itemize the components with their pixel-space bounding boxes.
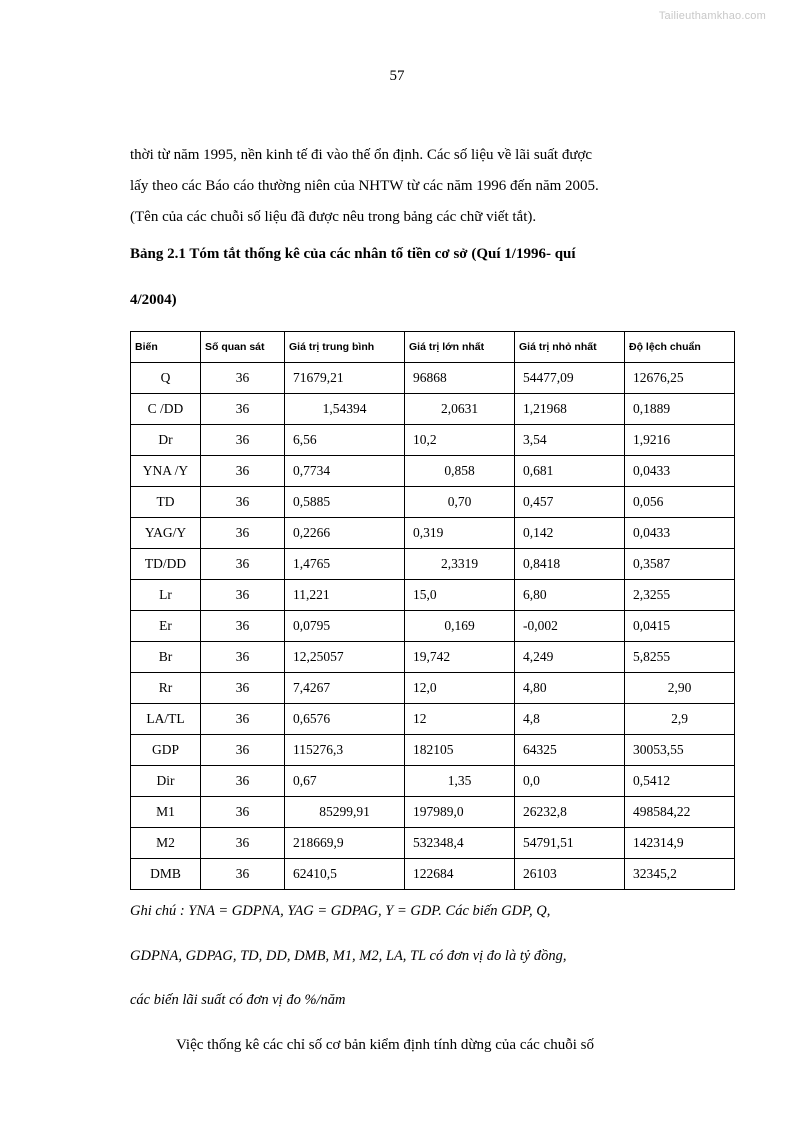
cell-stddev: 2,90 xyxy=(625,673,735,704)
cell-min: 0,681 xyxy=(515,456,625,487)
cell-stddev: 2,9 xyxy=(625,704,735,735)
cell-mean: 6,56 xyxy=(285,425,405,456)
cell-max: 0,169 xyxy=(405,611,515,642)
paragraph-line: lấy theo các Báo cáo thường niên của NHTW từ các năm 1996 đến năm 2005. xyxy=(130,178,599,194)
cell-max: 0,70 xyxy=(405,487,515,518)
paragraph-line: thời từ năm 1995, nền kinh tế đi vào thế ổn định. Các số liệu về lãi suất được xyxy=(130,147,593,163)
cell-mean: 85299,91 xyxy=(285,797,405,828)
table-header-row xyxy=(131,332,735,363)
cell-observations: 36 xyxy=(201,363,285,394)
cell-max: 15,0 xyxy=(405,580,515,611)
cell-min: 0,142 xyxy=(515,518,625,549)
cell-mean: 0,7734 xyxy=(285,456,405,487)
cell-observations: 36 xyxy=(201,580,285,611)
cell-variable: Br xyxy=(131,642,201,673)
cell-variable: M2 xyxy=(131,828,201,859)
table-caption-line: Bảng 2.1 Tóm tắt thống kê của các nhân tố tiền cơ sở (Quí 1/1996- quí xyxy=(130,246,576,262)
cell-mean: 0,5885 xyxy=(285,487,405,518)
cell-min: 54791,51 xyxy=(515,828,625,859)
cell-stddev: 2,3255 xyxy=(625,580,735,611)
table-row xyxy=(131,580,735,611)
cell-stddev: 498584,22 xyxy=(625,797,735,828)
cell-stddev: 30053,55 xyxy=(625,735,735,766)
cell-stddev: 142314,9 xyxy=(625,828,735,859)
table-note-line: GDPNA, GDPAG, TD, DD, DMB, M1, M2, LA, TL có đơn vị đo là tỷ đồng, xyxy=(130,947,567,964)
cell-stddev: 0,0433 xyxy=(625,518,735,549)
watermark-text: Tailieuthamkhao.com xyxy=(658,10,766,22)
cell-variable: C /DD xyxy=(131,394,201,425)
cell-variable: M1 xyxy=(131,797,201,828)
cell-observations: 36 xyxy=(201,797,285,828)
cell-mean: 1,4765 xyxy=(285,549,405,580)
cell-mean: 12,25057 xyxy=(285,642,405,673)
cell-variable: DMB xyxy=(131,859,201,890)
cell-stddev: 0,0433 xyxy=(625,456,735,487)
cell-variable: Q xyxy=(131,363,201,394)
cell-variable: YNA /Y xyxy=(131,456,201,487)
cell-min: 6,80 xyxy=(515,580,625,611)
cell-observations: 36 xyxy=(201,456,285,487)
cell-variable: LA/TL xyxy=(131,704,201,735)
cell-min: 4,80 xyxy=(515,673,625,704)
cell-mean: 0,67 xyxy=(285,766,405,797)
table-note-line: các biến lãi suất có đơn vị đo %/năm xyxy=(130,992,346,1008)
cell-min: 3,54 xyxy=(515,425,625,456)
cell-mean: 115276,3 xyxy=(285,735,405,766)
cell-max: 2,3319 xyxy=(405,549,515,580)
cell-max: 12,0 xyxy=(405,673,515,704)
cell-max: 96868 xyxy=(405,363,515,394)
table-header-cell: Giá trị lớn nhất xyxy=(405,332,515,363)
cell-stddev: 0,1889 xyxy=(625,394,735,425)
table-row xyxy=(131,797,735,828)
cell-mean: 62410,5 xyxy=(285,859,405,890)
cell-mean: 0,2266 xyxy=(285,518,405,549)
table-header-cell: Độ lệch chuẩn xyxy=(625,332,735,363)
cell-min: 0,457 xyxy=(515,487,625,518)
table-row xyxy=(131,859,735,890)
cell-observations: 36 xyxy=(201,859,285,890)
trailing-paragraph: Việc thống kê các chỉ số cơ bản kiểm định tính dừng của các chuỗi số xyxy=(176,1036,594,1053)
table-row xyxy=(131,828,735,859)
cell-min: 26232,8 xyxy=(515,797,625,828)
cell-max: 182105 xyxy=(405,735,515,766)
table-row xyxy=(131,394,735,425)
cell-mean: 7,4267 xyxy=(285,673,405,704)
cell-max: 532348,4 xyxy=(405,828,515,859)
cell-observations: 36 xyxy=(201,766,285,797)
cell-stddev: 0,0415 xyxy=(625,611,735,642)
table-row xyxy=(131,642,735,673)
table-row xyxy=(131,518,735,549)
cell-min: 0,8418 xyxy=(515,549,625,580)
table-header-cell: Giá trị trung bình xyxy=(285,332,405,363)
cell-observations: 36 xyxy=(201,828,285,859)
cell-stddev: 5,8255 xyxy=(625,642,735,673)
cell-max: 2,0631 xyxy=(405,394,515,425)
cell-observations: 36 xyxy=(201,704,285,735)
cell-mean: 1,54394 xyxy=(285,394,405,425)
cell-min: 64325 xyxy=(515,735,625,766)
statistics-table xyxy=(130,331,735,890)
cell-observations: 36 xyxy=(201,487,285,518)
cell-max: 197989,0 xyxy=(405,797,515,828)
cell-variable: Lr xyxy=(131,580,201,611)
table-header-cell: Biến xyxy=(131,332,201,363)
cell-variable: Dir xyxy=(131,766,201,797)
cell-min: 0,0 xyxy=(515,766,625,797)
table-row xyxy=(131,549,735,580)
cell-min: 26103 xyxy=(515,859,625,890)
cell-min: 1,21968 xyxy=(515,394,625,425)
cell-max: 0,858 xyxy=(405,456,515,487)
cell-observations: 36 xyxy=(201,425,285,456)
cell-mean: 0,0795 xyxy=(285,611,405,642)
table-caption-line: 4/2004) xyxy=(130,292,177,308)
cell-mean: 218669,9 xyxy=(285,828,405,859)
table-header-cell: Số quan sát xyxy=(201,332,285,363)
cell-max: 0,319 xyxy=(405,518,515,549)
cell-variable: GDP xyxy=(131,735,201,766)
table-row xyxy=(131,487,735,518)
cell-observations: 36 xyxy=(201,611,285,642)
cell-stddev: 0,3587 xyxy=(625,549,735,580)
cell-stddev: 12676,25 xyxy=(625,363,735,394)
cell-min: -0,002 xyxy=(515,611,625,642)
cell-variable: Er xyxy=(131,611,201,642)
page-number: 57 xyxy=(389,68,405,84)
cell-min: 4,8 xyxy=(515,704,625,735)
cell-stddev: 0,056 xyxy=(625,487,735,518)
table-row xyxy=(131,363,735,394)
table-row xyxy=(131,673,735,704)
table-note-line: Ghi chú : YNA = GDPNA, YAG = GDPAG, Y = GDP. Các biến GDP, Q, xyxy=(130,903,551,919)
cell-max: 19,742 xyxy=(405,642,515,673)
cell-variable: TD/DD xyxy=(131,549,201,580)
cell-min: 54477,09 xyxy=(515,363,625,394)
cell-observations: 36 xyxy=(201,735,285,766)
table-row xyxy=(131,611,735,642)
table-header-cell: Giá trị nhỏ nhất xyxy=(515,332,625,363)
cell-max: 12 xyxy=(405,704,515,735)
cell-mean: 71679,21 xyxy=(285,363,405,394)
cell-observations: 36 xyxy=(201,673,285,704)
cell-mean: 0,6576 xyxy=(285,704,405,735)
cell-observations: 36 xyxy=(201,518,285,549)
table-row xyxy=(131,704,735,735)
table-row xyxy=(131,735,735,766)
cell-stddev: 0,5412 xyxy=(625,766,735,797)
table-row xyxy=(131,766,735,797)
table-row xyxy=(131,425,735,456)
cell-max: 10,2 xyxy=(405,425,515,456)
cell-max: 1,35 xyxy=(405,766,515,797)
cell-min: 4,249 xyxy=(515,642,625,673)
cell-observations: 36 xyxy=(201,642,285,673)
page-content xyxy=(130,140,701,1076)
cell-stddev: 1,9216 xyxy=(625,425,735,456)
cell-variable: TD xyxy=(131,487,201,518)
cell-observations: 36 xyxy=(201,549,285,580)
cell-max: 122684 xyxy=(405,859,515,890)
cell-observations: 36 xyxy=(201,394,285,425)
cell-variable: Dr xyxy=(131,425,201,456)
cell-variable: Rr xyxy=(131,673,201,704)
table-row xyxy=(131,456,735,487)
cell-variable: YAG/Y xyxy=(131,518,201,549)
cell-stddev: 32345,2 xyxy=(625,859,735,890)
paragraph-line: (Tên của các chuỗi số liệu đã được nêu trong bảng các chữ viết tắt). xyxy=(130,209,537,225)
cell-mean: 11,221 xyxy=(285,580,405,611)
